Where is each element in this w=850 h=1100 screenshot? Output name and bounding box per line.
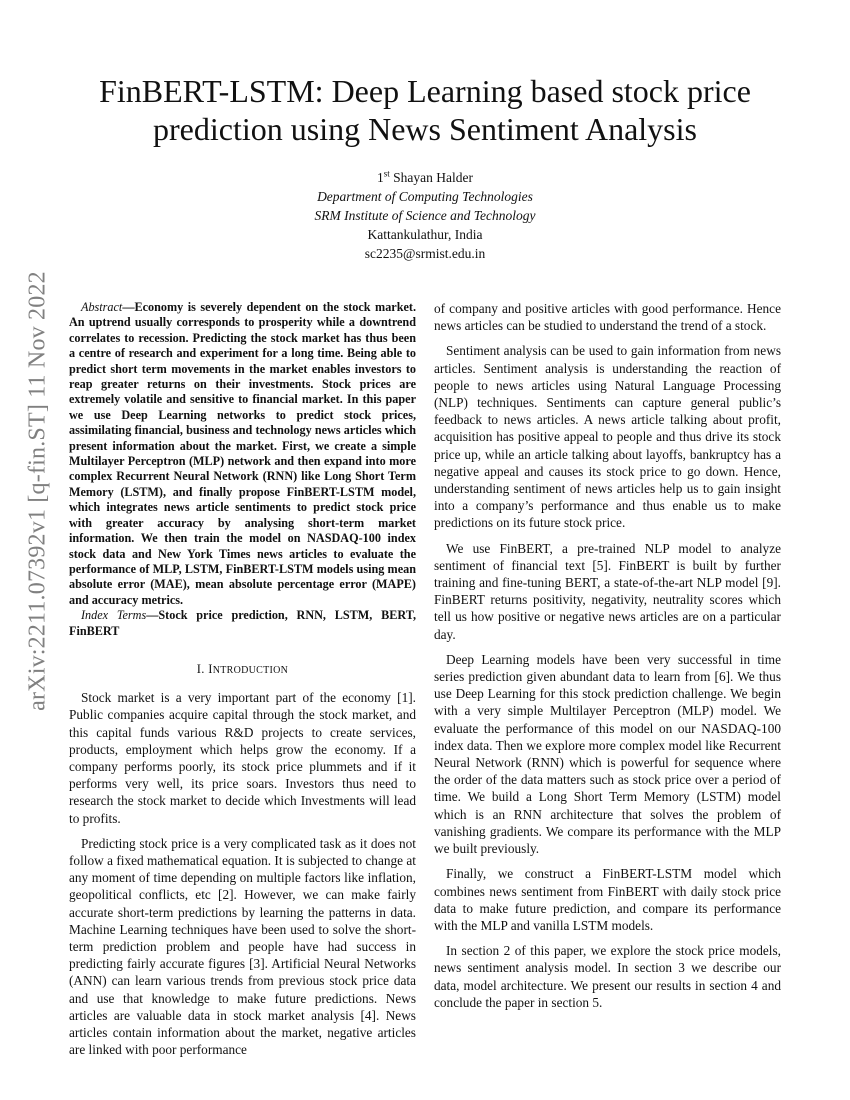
paragraph: In section 2 of this paper, we explore the stock price models, news sentiment analysis model. In section 3 we describe our data, model architecture. We present our results in section 4 and conclude the paper in section 5. xyxy=(434,943,781,1010)
section-heading-introduction: I. INTRODUCTION xyxy=(196,661,289,676)
paragraph: We use FinBERT, a pre-trained NLP model to analyze sentiment of financial text [5]. FinBERT is built by further training and fine-tuning BERT, a state-of-the-art NLP model [9]. FinBERT returns positivity, negativity, neutrality scores which tell us how positive or negative news articles are on a particular day. xyxy=(434,540,781,642)
author-ordinal: 1 xyxy=(377,170,384,185)
paragraph: Deep Learning models have been very successful in time series prediction given abundant data to learn from [6]. We thus use Deep Learning for this stock prediction challenge. We begin with a very simple Multilayer Perceptron (MLP) model. We evaluate the performance of this model on our NASDAQ-100 index data. Then we explore more complex model like Recurrent Neural Network (RNN) which is powerful for sequence where the order of the data matters such as stock price over a period of time. We build a Long Short Term Memory (LSTM) model which is an RNN architecture that solves the problem of vanishing gradients. We compare its performance with the MLP we built previously. xyxy=(434,651,781,857)
index-terms: Index Terms—Stock price prediction, RNN, LSTM, BERT, FinBERT xyxy=(69,608,417,638)
paragraph: Sentiment analysis can be used to gain information from news articles. Sentiment analysis is understanding the reaction of people to news articles using Natural Language Processing (NLP) techniques. Sentiments can capture general public’s feedback to news articles. A news article talking about profit, acquisition has positive appeal to people and thus drive its stock price up, while an article talking about layoffs, bankruptcy has a negative appeal and causes its stock price to go down. Hence, understanding sentiment of news articles help us to gain insight into a company’s performance and thus enable us to make predictions on its future stock price. xyxy=(434,343,781,531)
abstract: Abstract—Economy is severely dependent on the stock market. An uptrend usually corresponds to prosperity while a downtrend correlates to recession. Predicting the stock market has thus been a centre of research and experiment for a long time. Being able to predict short term movements in the market enables investors to reap greater returns on their investments. Stock prices are extremely volatile and sensitive to financial market. In this paper we use Deep Learning networks to predict stock prices, assimilating financial, business and technology news articles which present information about the market. First, we create a simple Multilayer Perceptron (MLP) network and then expand into more complex Recurrent Neural Network (RNN) like Long Short Term Memory (LSTM), and finally propose FinBERT-LSTM model, which integrates news article sentiments to predict stock price with greater accuracy by analysing short-term market information. We then train the model on NASDAQ-100 index stock data and New York Times news articles to evaluate the performance of MLP, LSTM, FinBERT-LSTM models using mean absolute error (MAE), mean absolute percentage error (MAPE) and accuracy metrics. xyxy=(69,300,416,607)
paper-title: FinBERT-LSTM: Deep Learning based stock price prediction using News Sentiment Analysis xyxy=(99,73,751,147)
paragraph: Finally, we construct a FinBERT-LSTM model which combines news sentiment from FinBERT with daily stock price data to make future prediction, and compare its performance with the MLP and vanilla LSTM models. xyxy=(434,866,781,933)
author-department: Department of Computing Technologies xyxy=(317,189,533,204)
index-terms-text: Stock price prediction, RNN, LSTM, BERT, FinBERT xyxy=(69,608,417,638)
paragraph: Predicting stock price is a very complicated task as it does not follow a fixed mathematical equation. It is subjected to change at any moment of time depending on multiple factors like inflation, geopolitical conflicts, etc [2]. However, we can make fairly accurate short-term predictions by learning the patterns in data. Machine Learning techniques have been used to solve the short-term prediction problem and people have had success in predicting fairly accurate figures [3]. Artificial Neural Networks (ANN) can learn various trends from previous stock price data and use that knowledge to make future predictions. News articles are valuable data in stock market analysis [4]. News articles contain information about the market, negative articles are linked with poor performance xyxy=(69,835,416,1058)
author-name: Shayan Halder xyxy=(393,170,473,185)
paragraph-continuation: of company and positive articles with good performance. Hence news articles can be studied to understand the trend of a stock. xyxy=(434,301,781,334)
author-email[interactable]: sc2235@srmist.edu.in xyxy=(364,246,486,261)
author-institute: SRM Institute of Science and Technology xyxy=(314,208,536,223)
author-location: Kattankulathur, India xyxy=(367,227,483,242)
author-line xyxy=(200,168,650,187)
abstract-lead: Abstract xyxy=(81,300,123,314)
index-terms-lead: Index Terms xyxy=(81,608,147,623)
left-column xyxy=(69,300,416,1066)
paragraph: Stock market is a very important part of the economy [1]. Public companies acquire capital through the stock market, and this capital funds various R&D projects to create services, products, employment which helps grow the economy. If a company performs poorly, its stock price plummets and if it performs very well, its price soars. Investors thus need to research the stock market to decide which Investments will lead to profits. xyxy=(69,690,416,826)
right-column xyxy=(434,300,781,1019)
arxiv-identifier: arXiv:2211.07392v1 [q-fin.ST] 11 Nov 2022 xyxy=(24,271,51,711)
arxiv-sidebar-stamp xyxy=(8,271,68,711)
abstract-text: Economy is severely dependent on the stock market. An uptrend usually corresponds to prosperity while a downtrend correlates to recession. Predicting the stock market has thus been a centre of research and experiment for a long time. Being able to predict short term movements in the market enables investors to reap greater returns on their investments. Stock prices are extremely volatile and sensitive to financial market. In this paper we use Deep Learning networks to predict stock prices, assimilating financial, business and technology news articles which present information about the market. First, we create a simple Multilayer Perceptron (MLP) network and then expand into more complex Recurrent Neural Network (RNN) like Long Short Term Memory (LSTM), and finally propose FinBERT-LSTM model, which integrates news article sentiments to predict stock price with greater accuracy by analysing short-term market information. We then train the model on NASDAQ-100 index stock data and New York Times news articles to evaluate the performance of MLP, LSTM, FinBERT-LSTM models using mean absolute error (MAE), mean absolute percentage error (MAPE) and accuracy metrics. xyxy=(69,300,416,607)
author-ordinal-suffix: st xyxy=(383,168,390,179)
author-block xyxy=(200,168,650,263)
